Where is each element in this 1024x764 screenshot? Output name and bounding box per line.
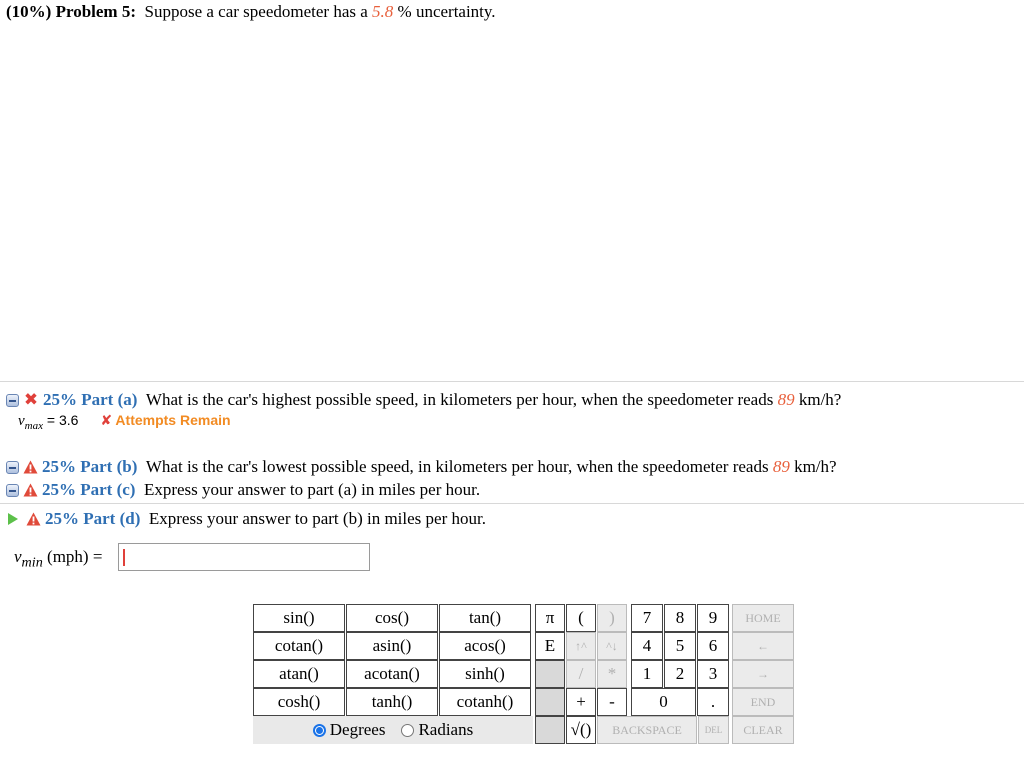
right-arrow-button[interactable]: → <box>732 660 794 688</box>
part-c-row[interactable] <box>6 480 480 500</box>
digit-6-button[interactable]: 6 <box>697 632 729 660</box>
degrees-label[interactable]: Degrees <box>329 720 386 739</box>
part-b-question: What is the car's lowest possible speed, in kilometers per hour, when the speedometer reads <box>145 457 769 476</box>
cross-icon: ✘ <box>100 412 113 428</box>
divider <box>0 503 1024 504</box>
part-d-question: Express your answer to part (b) in miles per hour. <box>148 509 486 528</box>
warning-icon <box>26 512 41 526</box>
left-arrow-button[interactable]: ← <box>732 632 794 660</box>
asin-button[interactable]: asin() <box>346 632 438 660</box>
cotan-button[interactable]: cotan() <box>253 632 345 660</box>
digit-3-button[interactable]: 3 <box>697 660 729 688</box>
problem-number: (10%) Problem 5: <box>6 2 136 21</box>
part-d-label[interactable]: 25% Part (d) <box>45 509 141 528</box>
uncertainty-value: 5.8 <box>372 2 394 21</box>
acotan-button[interactable]: acotan() <box>346 660 438 688</box>
digit-2-button[interactable]: 2 <box>664 660 696 688</box>
blank-key <box>535 716 565 744</box>
collapse-icon[interactable] <box>6 461 19 474</box>
sinh-button[interactable]: sinh() <box>439 660 531 688</box>
part-b-row[interactable] <box>6 457 837 477</box>
open-paren-button[interactable]: ( <box>566 604 596 632</box>
part-d-row[interactable] <box>6 509 486 529</box>
clear-button[interactable]: CLEAR <box>732 716 794 744</box>
warning-icon <box>23 460 38 474</box>
collapse-icon[interactable] <box>6 484 19 497</box>
answer-input[interactable] <box>118 543 370 571</box>
cotanh-button[interactable]: cotanh() <box>439 688 531 716</box>
tan-button[interactable]: tan() <box>439 604 531 632</box>
home-button[interactable]: HOME <box>732 604 794 632</box>
close-paren-button[interactable]: ) <box>597 604 627 632</box>
attempts-remain-status: ✘ Attempts Remain <box>100 412 231 428</box>
blank-key <box>535 688 565 716</box>
delete-button[interactable]: DEL <box>698 716 729 744</box>
part-a-answer <box>18 412 231 432</box>
radians-label[interactable]: Radians <box>418 720 474 739</box>
blank-key <box>535 660 565 688</box>
problem-text-end: % uncertainty. <box>397 2 496 21</box>
plus-button[interactable]: + <box>566 688 596 716</box>
digit-0-button[interactable]: 0 <box>631 688 696 716</box>
collapse-icon[interactable] <box>6 394 19 407</box>
superscript-up-button[interactable]: ↑^ <box>566 632 596 660</box>
atan-button[interactable]: atan() <box>253 660 345 688</box>
divide-button[interactable]: / <box>566 660 596 688</box>
multiply-button[interactable]: * <box>597 660 627 688</box>
decimal-button[interactable]: . <box>697 688 729 716</box>
part-b-label[interactable]: 25% Part (b) <box>42 457 138 476</box>
part-b-value: 89 <box>772 457 790 476</box>
warning-icon <box>23 483 38 497</box>
cosh-button[interactable]: cosh() <box>253 688 345 716</box>
cos-button[interactable]: cos() <box>346 604 438 632</box>
part-a-value: 89 <box>777 390 795 409</box>
text-caret <box>123 549 125 566</box>
part-a-row[interactable] <box>6 390 841 410</box>
minus-button[interactable]: - <box>597 688 627 716</box>
digit-1-button[interactable]: 1 <box>631 660 663 688</box>
digit-7-button[interactable]: 7 <box>631 604 663 632</box>
answer-value: = 3.6 <box>46 412 79 428</box>
problem-header <box>6 2 496 22</box>
radians-radio[interactable] <box>401 724 414 737</box>
part-a-label[interactable]: 25% Part (a) <box>43 390 138 409</box>
digit-9-button[interactable]: 9 <box>697 604 729 632</box>
tanh-button[interactable]: tanh() <box>346 688 438 716</box>
part-b-unit: km/h? <box>794 457 837 476</box>
incorrect-x-icon: ✖ <box>23 390 39 410</box>
part-c-label[interactable]: 25% Part (c) <box>42 480 136 499</box>
digit-8-button[interactable]: 8 <box>664 604 696 632</box>
part-a-question: What is the car's highest possible speed, in kilometers per hour, when the speedometer reads <box>145 390 774 409</box>
backspace-button[interactable]: BACKSPACE <box>597 716 697 744</box>
end-button[interactable]: END <box>732 688 794 716</box>
part-c-question: Express your answer to part (a) in miles per hour. <box>143 480 481 499</box>
degrees-radio[interactable] <box>313 724 326 737</box>
sin-button[interactable]: sin() <box>253 604 345 632</box>
digit-4-button[interactable]: 4 <box>631 632 663 660</box>
divider <box>0 381 1024 382</box>
pi-button[interactable]: π <box>535 604 565 632</box>
angle-mode <box>253 716 533 744</box>
digit-5-button[interactable]: 5 <box>664 632 696 660</box>
acos-button[interactable]: acos() <box>439 632 531 660</box>
problem-text: Suppose a car speedometer has a <box>144 2 368 21</box>
current-part-arrow-icon <box>8 513 18 525</box>
e-button[interactable]: E <box>535 632 565 660</box>
part-a-unit: km/h? <box>798 390 842 409</box>
answer-input-label: $v_{min}$ (mph) = <box>14 547 103 571</box>
sqrt-button[interactable]: √() <box>566 716 596 744</box>
superscript-down-button[interactable]: ^↓ <box>597 632 627 660</box>
answer-variable: $v_{max}$ <box>18 413 43 432</box>
